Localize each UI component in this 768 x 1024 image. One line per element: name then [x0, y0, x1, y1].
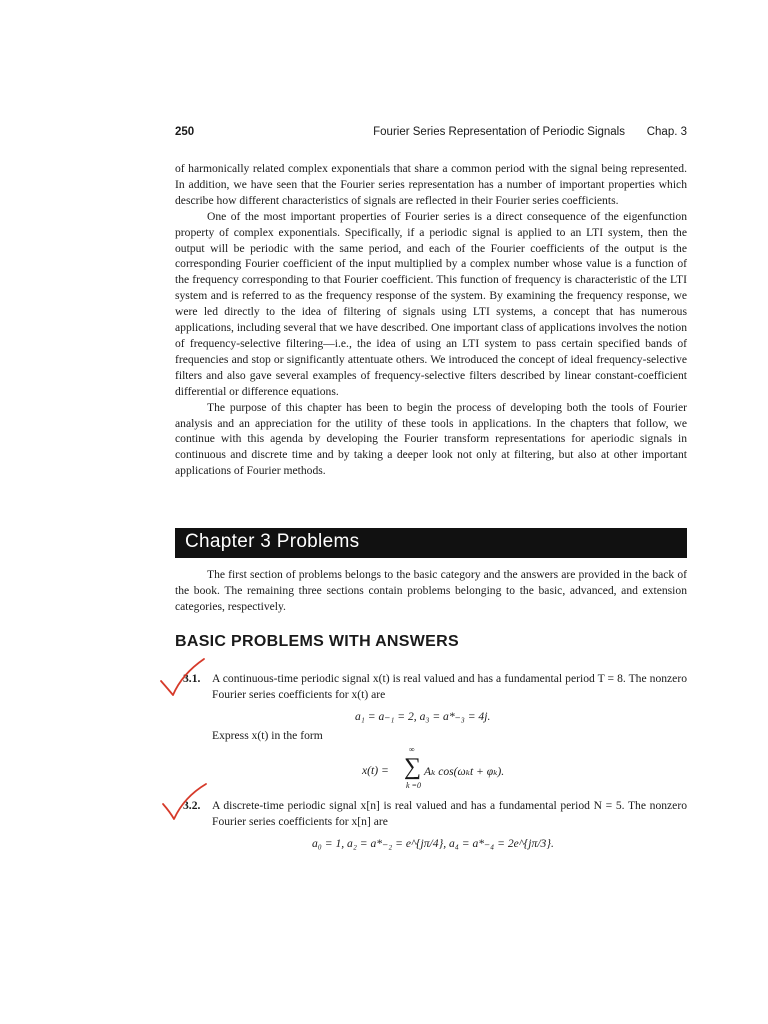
sum-rhs: Aₖ cos(ωₖt + φₖ).	[424, 765, 505, 778]
checkmark-icon	[160, 781, 212, 823]
chapter-problems-title: Chapter 3 Problems	[185, 531, 360, 552]
problem-text: A discrete-time periodic signal x[n] is real valued and has a fundamental period N = 5. The nonzero Fourier series coefficients for x[n] are	[212, 799, 687, 828]
sum-lower-limit: k =0	[406, 781, 421, 790]
fourier-sum-equation	[362, 745, 562, 793]
running-header	[175, 126, 687, 142]
sum-lhs: x(t) =	[362, 764, 389, 777]
chapter-summary-text	[175, 161, 687, 479]
sum-upper-limit: ∞	[409, 745, 415, 754]
problem-equation: a₀ = 1, a₂ = a*₋₂ = e^{jπ/4}, a₄ = a*₋₄ = 2e^{jπ/3}.	[312, 837, 554, 850]
chapter-label: Chap. 3	[646, 126, 687, 138]
problem-number: 3.1.	[183, 672, 201, 685]
summation-symbol: ∑	[404, 754, 422, 780]
problem-number: 3.2.	[183, 799, 201, 812]
summary-paragraph: The purpose of this chapter has been to begin the process of developing both the tools of Fourier analysis and an appreciation for the utility of these tools in applications. In the chapters that follow, we continue with this agenda by developing the Fourier transform representations for aperiodic signals in continuous and discrete time and by taking a deeper look not only at filtering, but also at other important applications of Fourier methods.	[175, 400, 687, 478]
summary-paragraph: of harmonically related complex exponentials that share a common period with the signal being represented. In addition, we have seen that the Fourier series representation has a number of important properties which describe how different characteristics of signals are reflected in their Fourier series coefficients.	[175, 162, 687, 207]
page-number: 250	[175, 126, 195, 138]
running-title: Fourier Series Representation of Periodic Signals	[373, 126, 625, 138]
problem-equation: a₁ = a₋₁ = 2, a₃ = a*₋₃ = 4j.	[355, 710, 491, 723]
problem-follow-up: Express x(t) in the form	[212, 729, 323, 742]
chapter-problems-banner	[175, 528, 687, 558]
section-heading: BASIC PROBLEMS WITH ANSWERS	[175, 633, 459, 650]
checkmark-icon	[158, 656, 210, 698]
summary-paragraph: One of the most important properties of Fourier series is a direct consequence of the eigenfunction property of complex exponentials. Specifically, if a periodic signal is applied to an LTI system, then the output will be periodic with the same period, and each of the Fourier coefficients of the output is the corresponding Fourier coefficient of the input multiplied by a complex number whose value is a function of the frequency corresponding to that Fourier coefficient. This function of frequency is characteristic of the LTI system and is referred to as the frequency response of the system. By examining the frequency response, we were led directly to the idea of filtering of signals using LTI systems, a concept that has numerous applications, including several that we have described. One important class of applications involves the notion of frequency-selective filtering—i.e., the idea of using an LTI system to pass certain specified bands of frequencies and stop or significantly attentuate others. We introduced the concept of ideal frequency-selective filters and also gave several examples of frequency-selective filters described by linear constant-coefficient differential or difference equations.	[175, 209, 687, 398]
problems-intro: The first section of problems belongs to the basic category and the answers are provided in the back of the book. The remaining three sections contain problems belonging to the basic, advanced, and extension categories, respectively.	[175, 568, 687, 613]
problem-text: A continuous-time periodic signal x(t) is real valued and has a fundamental period T = 8. The nonzero Fourier series coefficients for x(t) are	[212, 672, 687, 701]
